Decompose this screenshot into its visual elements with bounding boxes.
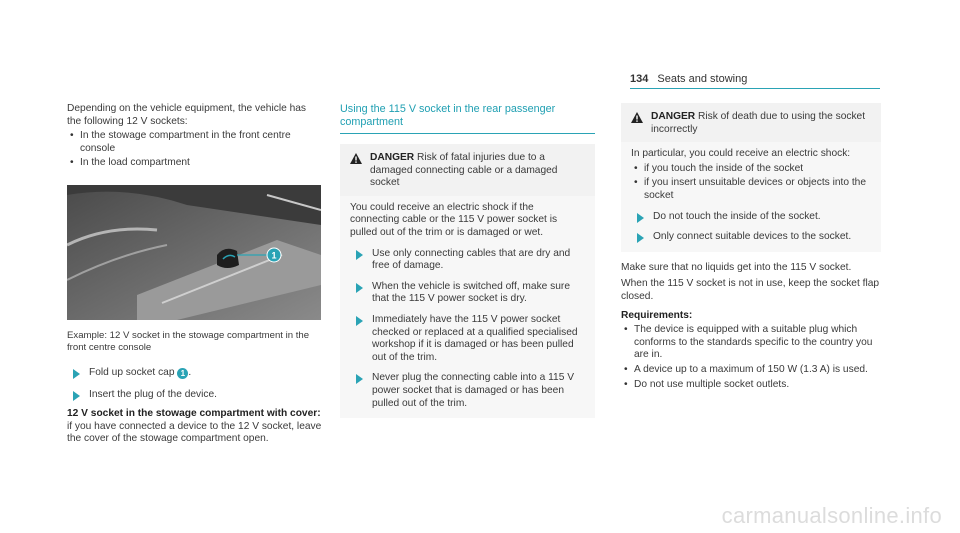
socket-list (67, 130, 322, 170)
heading-rule (340, 133, 595, 134)
console-illustration (67, 185, 321, 320)
column-2 (340, 103, 595, 418)
page-header (630, 73, 747, 85)
step-arrow-icon (73, 369, 80, 379)
list-item: • In the load compartment (67, 157, 322, 170)
requirements-list (621, 324, 881, 391)
photo-caption: Example: 12 V socket in the stowage compartment in the front centre console (67, 330, 310, 353)
warning-icon (350, 153, 362, 164)
column-1-steps (67, 367, 322, 446)
danger-word: DANGER (651, 111, 696, 122)
danger-box (340, 144, 595, 418)
step-arrow-icon (356, 316, 363, 326)
list-item: • if you touch the inside of the socket (631, 163, 871, 176)
socket-photo (67, 185, 321, 320)
danger-box (621, 103, 881, 252)
danger-header: DANGER Risk of death due to using the socket incorrectly (621, 103, 881, 142)
section-heading: Using the 115 V socket in the rear passenger compartment (340, 103, 556, 128)
step-arrow-icon (356, 374, 363, 384)
danger-step: Do not touch the inside of the socket. (631, 211, 871, 224)
danger-list (631, 163, 871, 203)
liquids-paragraph: Make sure that no liquids get into the 115 V socket. (621, 261, 852, 273)
step-arrow-icon (637, 233, 644, 243)
danger-body: You could receive an electric shock if the connecting cable or the 115 V power socket is pulled out of the trim or is damaged or wet. Use only connecting cables that are dry and free of damage. When the vehicle is switched off, make sure that the 115 V power socket is dry. Immediately have the 115 V power socket checked or replaced at a qualified specialised workshop if it is damaged or has been pulled out of the trim. Never plug the connecting cable into a 115 V power socket that is damaged or has been pulled out of the trim. (340, 196, 595, 418)
step-arrow-icon (356, 283, 363, 293)
requirements-label: Requirements: (621, 309, 693, 321)
callout-badge: 1 (177, 368, 188, 379)
page-number: 134 (630, 73, 649, 85)
cover-paragraph: 12 V socket in the stowage compartment with cover: if you have connected a device to the 12 V socket, leave the cover of the stowage compartment open. (67, 408, 322, 445)
list-item: • A device up to a maximum of 150 W (1.3 A) is used. (621, 364, 881, 377)
callout-number: 1 (271, 250, 277, 261)
step-fold-cap: Fold up socket cap 1 . (67, 367, 322, 380)
danger-header: DANGER Risk of fatal injuries due to a damaged connecting cable or a damaged socket (340, 144, 595, 196)
list-item: • In the stowage compartment in the front centre console (67, 130, 322, 155)
danger-step: Immediately have the 115 V power socket checked or replaced at a qualified specialised workshop if it is damaged or has been pulled out of the trim. (350, 314, 585, 364)
flap-paragraph: When the 115 V socket is not in use, keep the socket flap closed. (621, 278, 880, 302)
watermark: carmanualsonline.info (721, 503, 942, 528)
step-arrow-icon (356, 250, 363, 260)
cover-subhead: 12 V socket in the stowage compartment with cover: (67, 408, 321, 420)
column-3 (621, 103, 881, 393)
step-insert-plug: Insert the plug of the device. (67, 389, 322, 402)
list-item: • Do not use multiple socket outlets. (621, 379, 881, 392)
warning-icon (631, 112, 643, 123)
danger-step: When the vehicle is switched off, make sure that the 115 V power socket is dry. (350, 281, 585, 306)
header-rule (630, 88, 880, 89)
step-arrow-icon (637, 213, 644, 223)
section-title: Seats and stowing (657, 73, 748, 85)
intro-text: Depending on the vehicle equipment, the vehicle has the following 12 V sockets: (67, 103, 307, 127)
danger-step: Use only connecting cables that are dry and free of damage. (350, 248, 585, 273)
list-item: • The device is equipped with a suitable plug which conforms to the standards specific to the country you are in. (621, 324, 881, 362)
danger-body: In particular, you could receive an electric shock: • if you touch the inside of the socket • if you insert unsuitable devices or objects into the socket Do not touch the inside of the socket. Only connect suitable devices to the socket. (621, 142, 881, 252)
list-item: • if you insert unsuitable devices or objects into the socket (631, 177, 871, 202)
danger-word: DANGER (370, 152, 415, 163)
danger-step: Never plug the connecting cable into a 115 V power socket that is damaged or has been pulled out of the trim. (350, 372, 585, 410)
step-arrow-icon (73, 391, 80, 401)
danger-step: Only connect suitable devices to the socket. (631, 231, 871, 244)
column-1 (67, 103, 322, 172)
